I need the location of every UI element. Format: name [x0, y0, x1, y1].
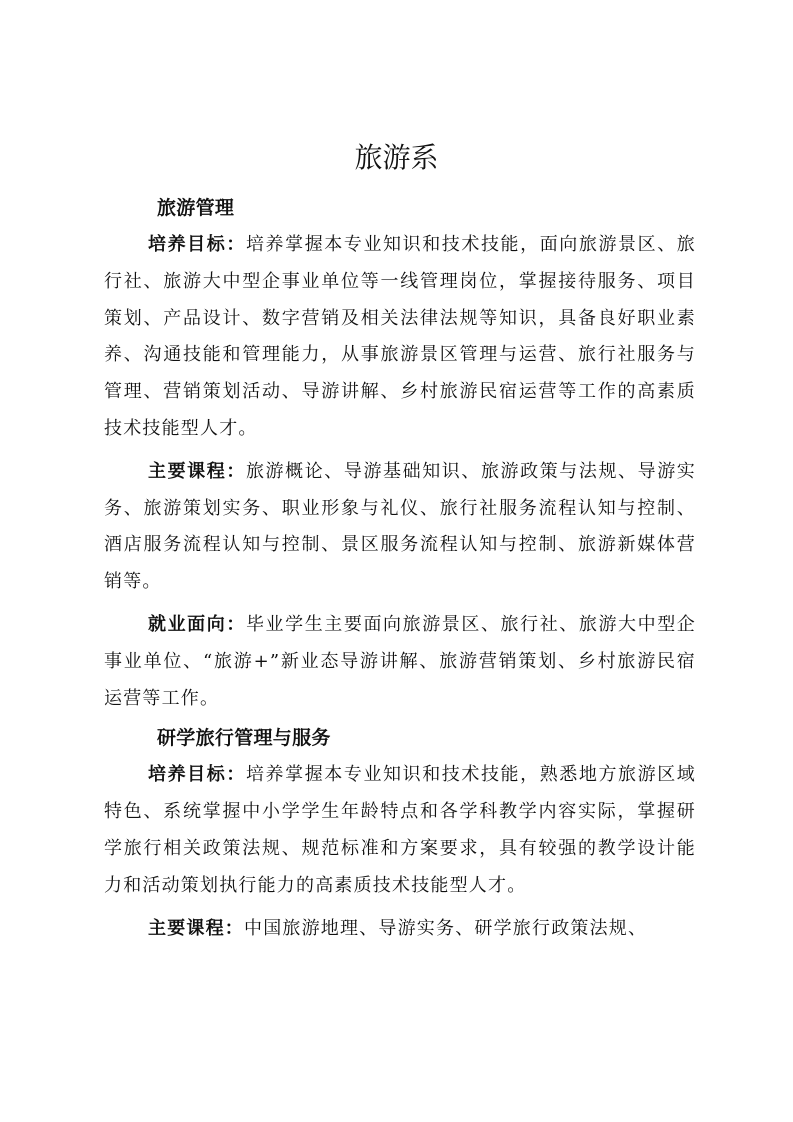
paragraph-text: 旅游概论、导游基础知识、旅游政策与法规、导游实务、旅游策划实务、职业形象与礼仪、旅行社服务流程认知与控制、酒店服务流程认知与控制、景区服务流程认知与控制、旅游新媒体营销等。	[104, 460, 697, 593]
paragraph-employment	[104, 607, 696, 717]
paragraph-label: 培养目标：	[148, 234, 246, 255]
paragraph-text: 培养掌握本专业知识和技术技能，面向旅游景区、旅行社、旅游大中型企事业单位等一线管理岗位，掌握接待服务、项目策划、产品设计、数字营销及相关法律法规等知识，具备良好职业素养、沟通技能和管理能力，从事旅游景区管理与运营、旅行社服务与管理、营销策划活动、导游讲解、乡村旅游民宿运营等工作的高素质技术技能型人才。	[104, 234, 697, 439]
section-heading-study-travel: 研学旅行管理与服务	[157, 727, 331, 750]
paragraph-label: 主要课程：	[148, 460, 246, 482]
paragraph-label: 就业面向：	[148, 613, 246, 635]
page-title: 旅游系	[354, 141, 439, 174]
paragraph-training-goal	[104, 757, 696, 904]
paragraph-text: 培养掌握本专业知识和技术技能，熟悉地方旅游区域特色、系统掌握中小学学生年龄特点和各学科教学内容实际，掌握研学旅行相关政策法规、规范标准和方案要求，具有较强的教学设计能力和活动策划执行能力的高素质技术技能型人才。	[104, 764, 697, 896]
paragraph-main-courses	[104, 911, 696, 948]
paragraph-label: 主要课程：	[148, 917, 244, 939]
paragraph-main-courses	[104, 454, 696, 601]
paragraph-text: 中国旅游地理、导游实务、研学旅行政策法规、	[244, 917, 648, 939]
paragraph-label: 培养目标：	[148, 764, 246, 786]
paragraph-text: 毕业学生主要面向旅游景区、旅行社、旅游大中型企事业单位、“旅游+”新业态导游讲解、旅游营销策划、乡村旅游民宿运营等工作。	[104, 613, 697, 709]
document-body	[104, 191, 696, 947]
section-heading-tourism-management: 旅游管理	[157, 197, 235, 219]
paragraph-training-goal	[104, 227, 696, 448]
